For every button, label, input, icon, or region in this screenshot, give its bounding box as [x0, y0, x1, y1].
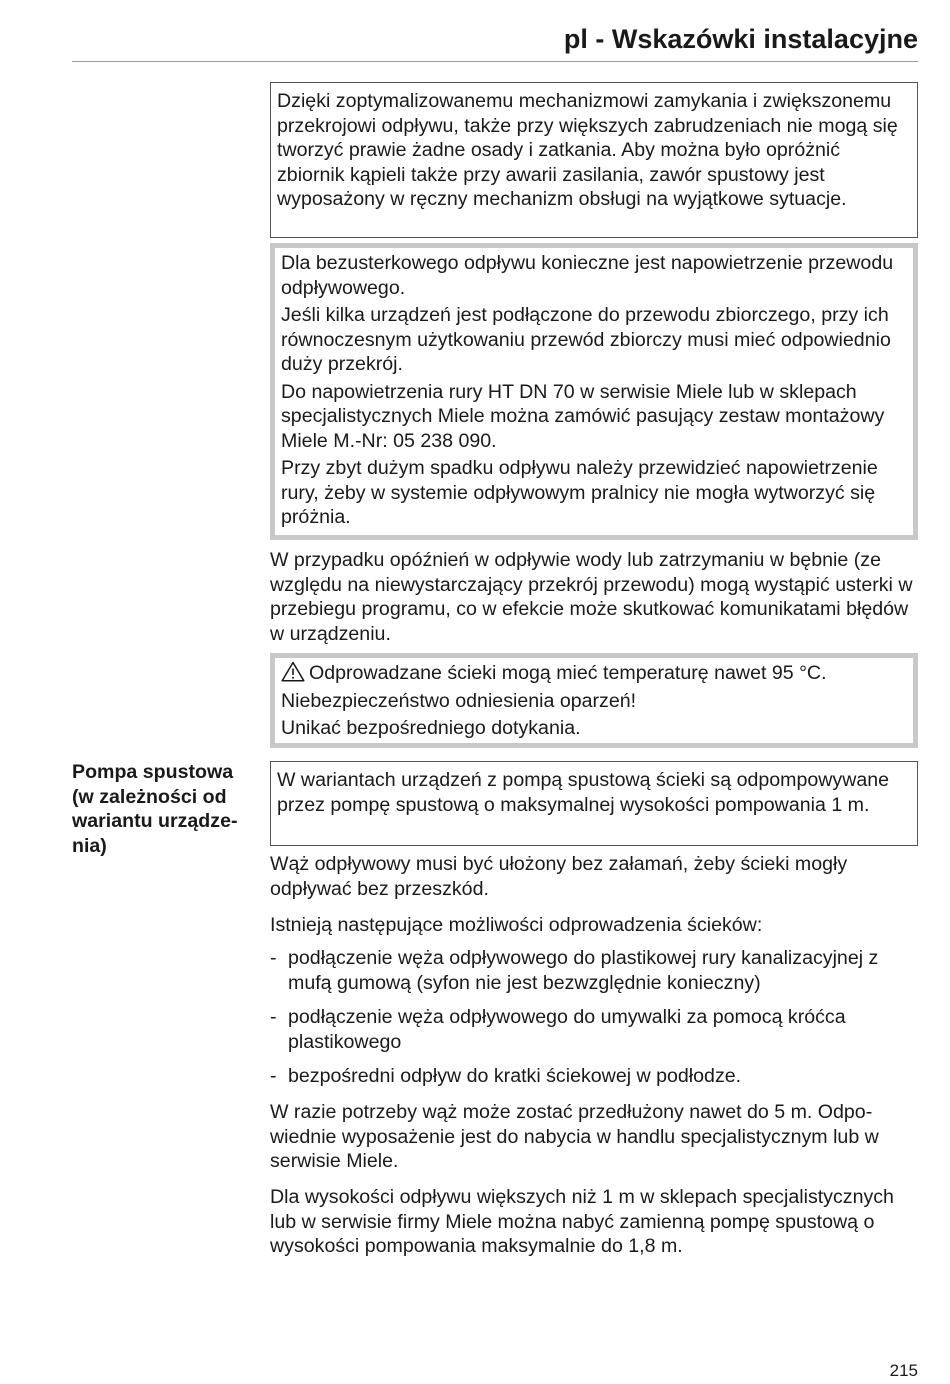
section-heading: Pompa spustowa (w zależności od wariantu urządzenia)	[72, 761, 238, 857]
warning-text: Niebezpieczeństwo odniesienia oparzeń!	[281, 689, 637, 712]
list-item: - podłączenie węża odpływowego do plastikowej rury kanalizacyjnej z mufą gumową (syfon nie jest bezwzględnie konieczny)	[270, 947, 879, 994]
body-paragraph: Istnieją następujące możliwości odprowadzenia ścieków:	[270, 914, 763, 936]
body-paragraph: Wąż odpływowy musi być ułożony bez załamań, żeby ścieki mogły odpływać bez przeszkód.	[270, 853, 848, 900]
page-number: 215	[889, 1361, 918, 1380]
note-box-ventilation	[270, 243, 918, 540]
info-box-drain-pump	[270, 761, 918, 846]
warning-box	[270, 653, 918, 748]
body-paragraph: Dla wysokości odpływu większych niż 1 m w sklepach specjalistycznych lub w serwisie firmy Miele można nabyć zamienną pompę spustową o wysokości pompowania maksymalnie do 1,8 m.	[270, 1186, 894, 1257]
warning-triangle-icon	[281, 661, 305, 682]
info-box-text: W wariantach urządzeń z pompą spustową ścieki są odpompowywane przez pompę spustową o maksymalnej wysokości pompowania 1 m.	[277, 769, 890, 816]
list-item: - podłączenie węża odpływowego do umywalki za pomocą króćca plastikowego	[270, 1006, 846, 1053]
note-paragraph: Jeśli kilka urządzeń jest podłączone do przewodu zbiorczego, przy ich równoczesnym użytkowaniu przewód zbiorczy musi mieć odpowiednio duży przekrój.	[281, 304, 891, 375]
list-item: - bezpośredni odpływ do kratki ściekowej w podłodze.	[270, 1065, 742, 1087]
drainage-options-list	[270, 946, 918, 1099]
header-divider	[72, 61, 918, 62]
warning-text: Unikać bezpośredniego dotykania.	[281, 717, 581, 739]
note-paragraph: Do napowietrzenia rury HT DN 70 w serwisie Miele lub w sklepach specjalistycznych Miele można zamówić pasujący zestaw montażowy Miele M.-Nr: 05 238 090.	[281, 380, 885, 452]
note-paragraph: Przy zbyt dużym spadku odpływu należy przewidzieć napowietrzenie rury, żeby w systemie odpływowym pralnicy nie mogła wytworzyć się próżnia.	[281, 457, 878, 528]
warning-text: Odprowadzane ścieki mogą mieć temperaturę nawet 95 °C.	[309, 662, 827, 684]
info-box-text: Dzięki zoptymalizowanemu mechanizmowi zamykania i zwiększonemu przekrojowi odpływu, także przy większych zabrudzeniach nie mogą się tworzyć prawie żadne osady i zatkania. Aby można było opróżnić zbiornik kąpieli także przy awarii zasilania, zawór spustowy jest wyposażony w ręczny mechanizm obsługi na wyjątkowe sytuacje.	[277, 90, 898, 210]
page-header-title: pl - Wskazówki instalacyjne	[563, 24, 918, 54]
info-box-closing-mechanism	[270, 82, 918, 238]
body-paragraph: W razie potrzeby wąż może zostać przedłużony nawet do 5 m. Odpowiednie wyposażenie jest do nabycia w handlu specjalistycznym lub w serwisie Miele.	[270, 1101, 879, 1172]
body-paragraph: W przypadku opóźnień w odpływie wody lub zatrzymaniu w bębnie (ze względu na niewystarczający przekrój przewodu) mogą wystąpić usterki w przebiegu programu, co w efekcie może skutkować komunikatami błędów w urządzeniu.	[270, 549, 913, 645]
note-paragraph: Dla bezusterkowego odpływu konieczne jest napowietrzenie przewodu odpływowego.	[281, 252, 894, 299]
